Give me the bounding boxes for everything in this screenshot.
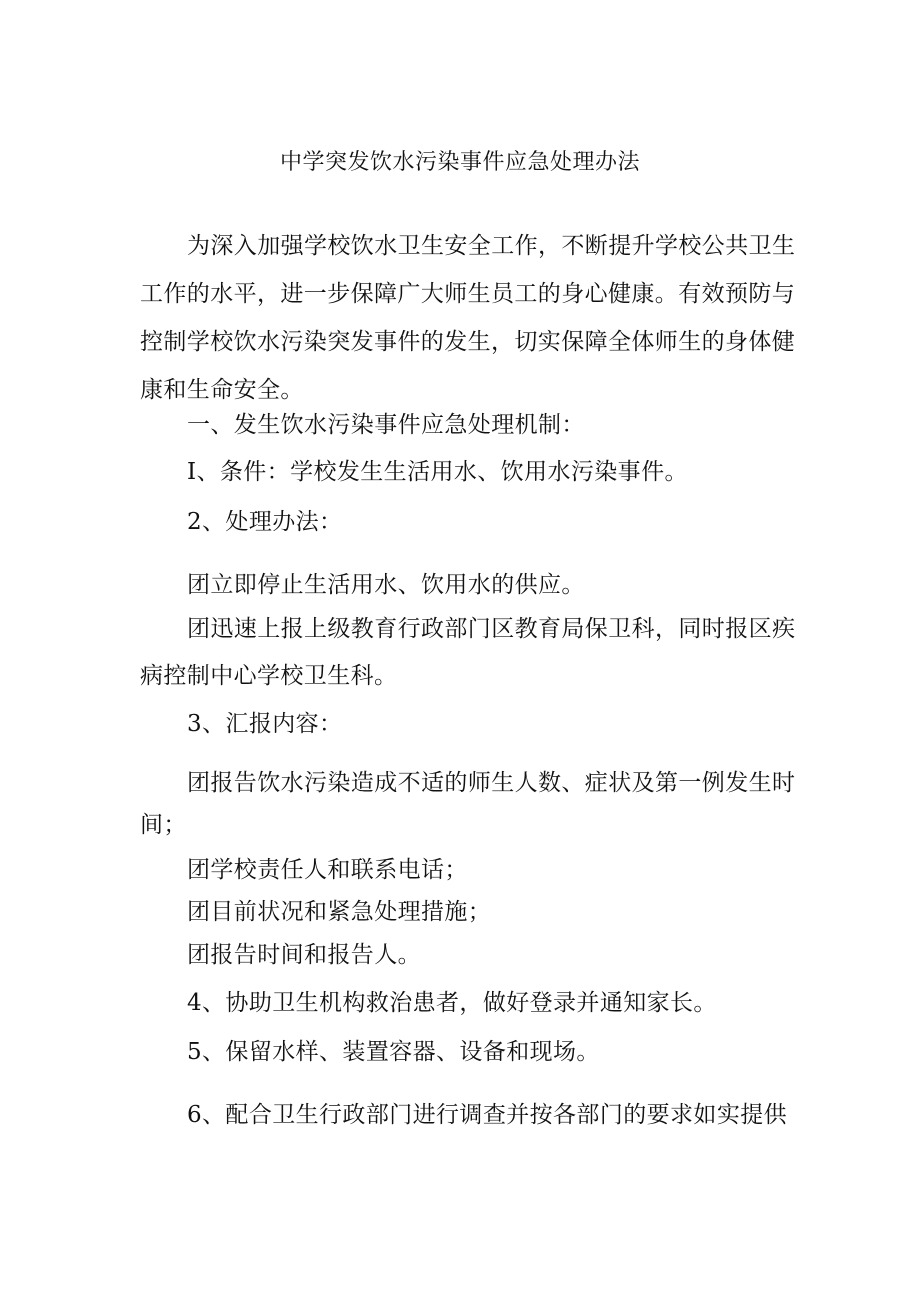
item-condition: I、条件：学校发生生活用水、饮用水污染事件。 — [187, 459, 688, 485]
report-item-1-line-1: 团报告饮水污染造成不适的师生人数、症状及第一例发生时 — [187, 770, 796, 796]
handling-step-2-line-2: 病控制中心学校卫生科。 — [140, 663, 398, 689]
item-handling-method: 2、处理办法： — [187, 509, 343, 535]
item-cooperate-investigation: 6、配合卫生行政部门进行调查并按各部门的要求如实提供 — [187, 1102, 788, 1128]
item-report-content: 3、汇报内容： — [187, 711, 343, 737]
report-item-4: 团报告时间和报告人。 — [187, 942, 421, 968]
report-item-1-line-2: 间； — [140, 812, 187, 838]
document-title: 中学突发饮水污染事件应急处理办法 — [279, 150, 640, 175]
paragraph-intro-line-1: 为深入加强学校饮水卫生安全工作，不断提升学校公共卫生 — [187, 233, 796, 259]
handling-step-1: 团立即停止生活用水、饮用水的供应。 — [187, 572, 585, 598]
section-heading-1: 一、发生饮水污染事件应急处理机制： — [187, 412, 585, 438]
item-preserve-evidence: 5、保留水样、装置容器、设备和现场。 — [187, 1039, 600, 1065]
paragraph-intro-line-3: 控制学校饮水污染突发事件的发生，切实保障全体师生的身体健 — [140, 329, 796, 355]
item-assist-treatment: 4、协助卫生机构救治患者，做好登录并通知家长。 — [187, 990, 717, 1016]
paragraph-intro-line-4: 康和生命安全。 — [140, 377, 304, 403]
report-item-2: 团学校责任人和联系电话； — [187, 857, 468, 883]
paragraph-intro-line-2: 工作的水平，进一步保障广大师生员工的身心健康。有效预防与 — [140, 281, 796, 307]
report-item-3: 团目前状况和紧急处理措施； — [187, 899, 492, 925]
handling-step-2-line-1: 团迅速上报上级教育行政部门区教育局保卫科，同时报区疾 — [187, 616, 796, 642]
